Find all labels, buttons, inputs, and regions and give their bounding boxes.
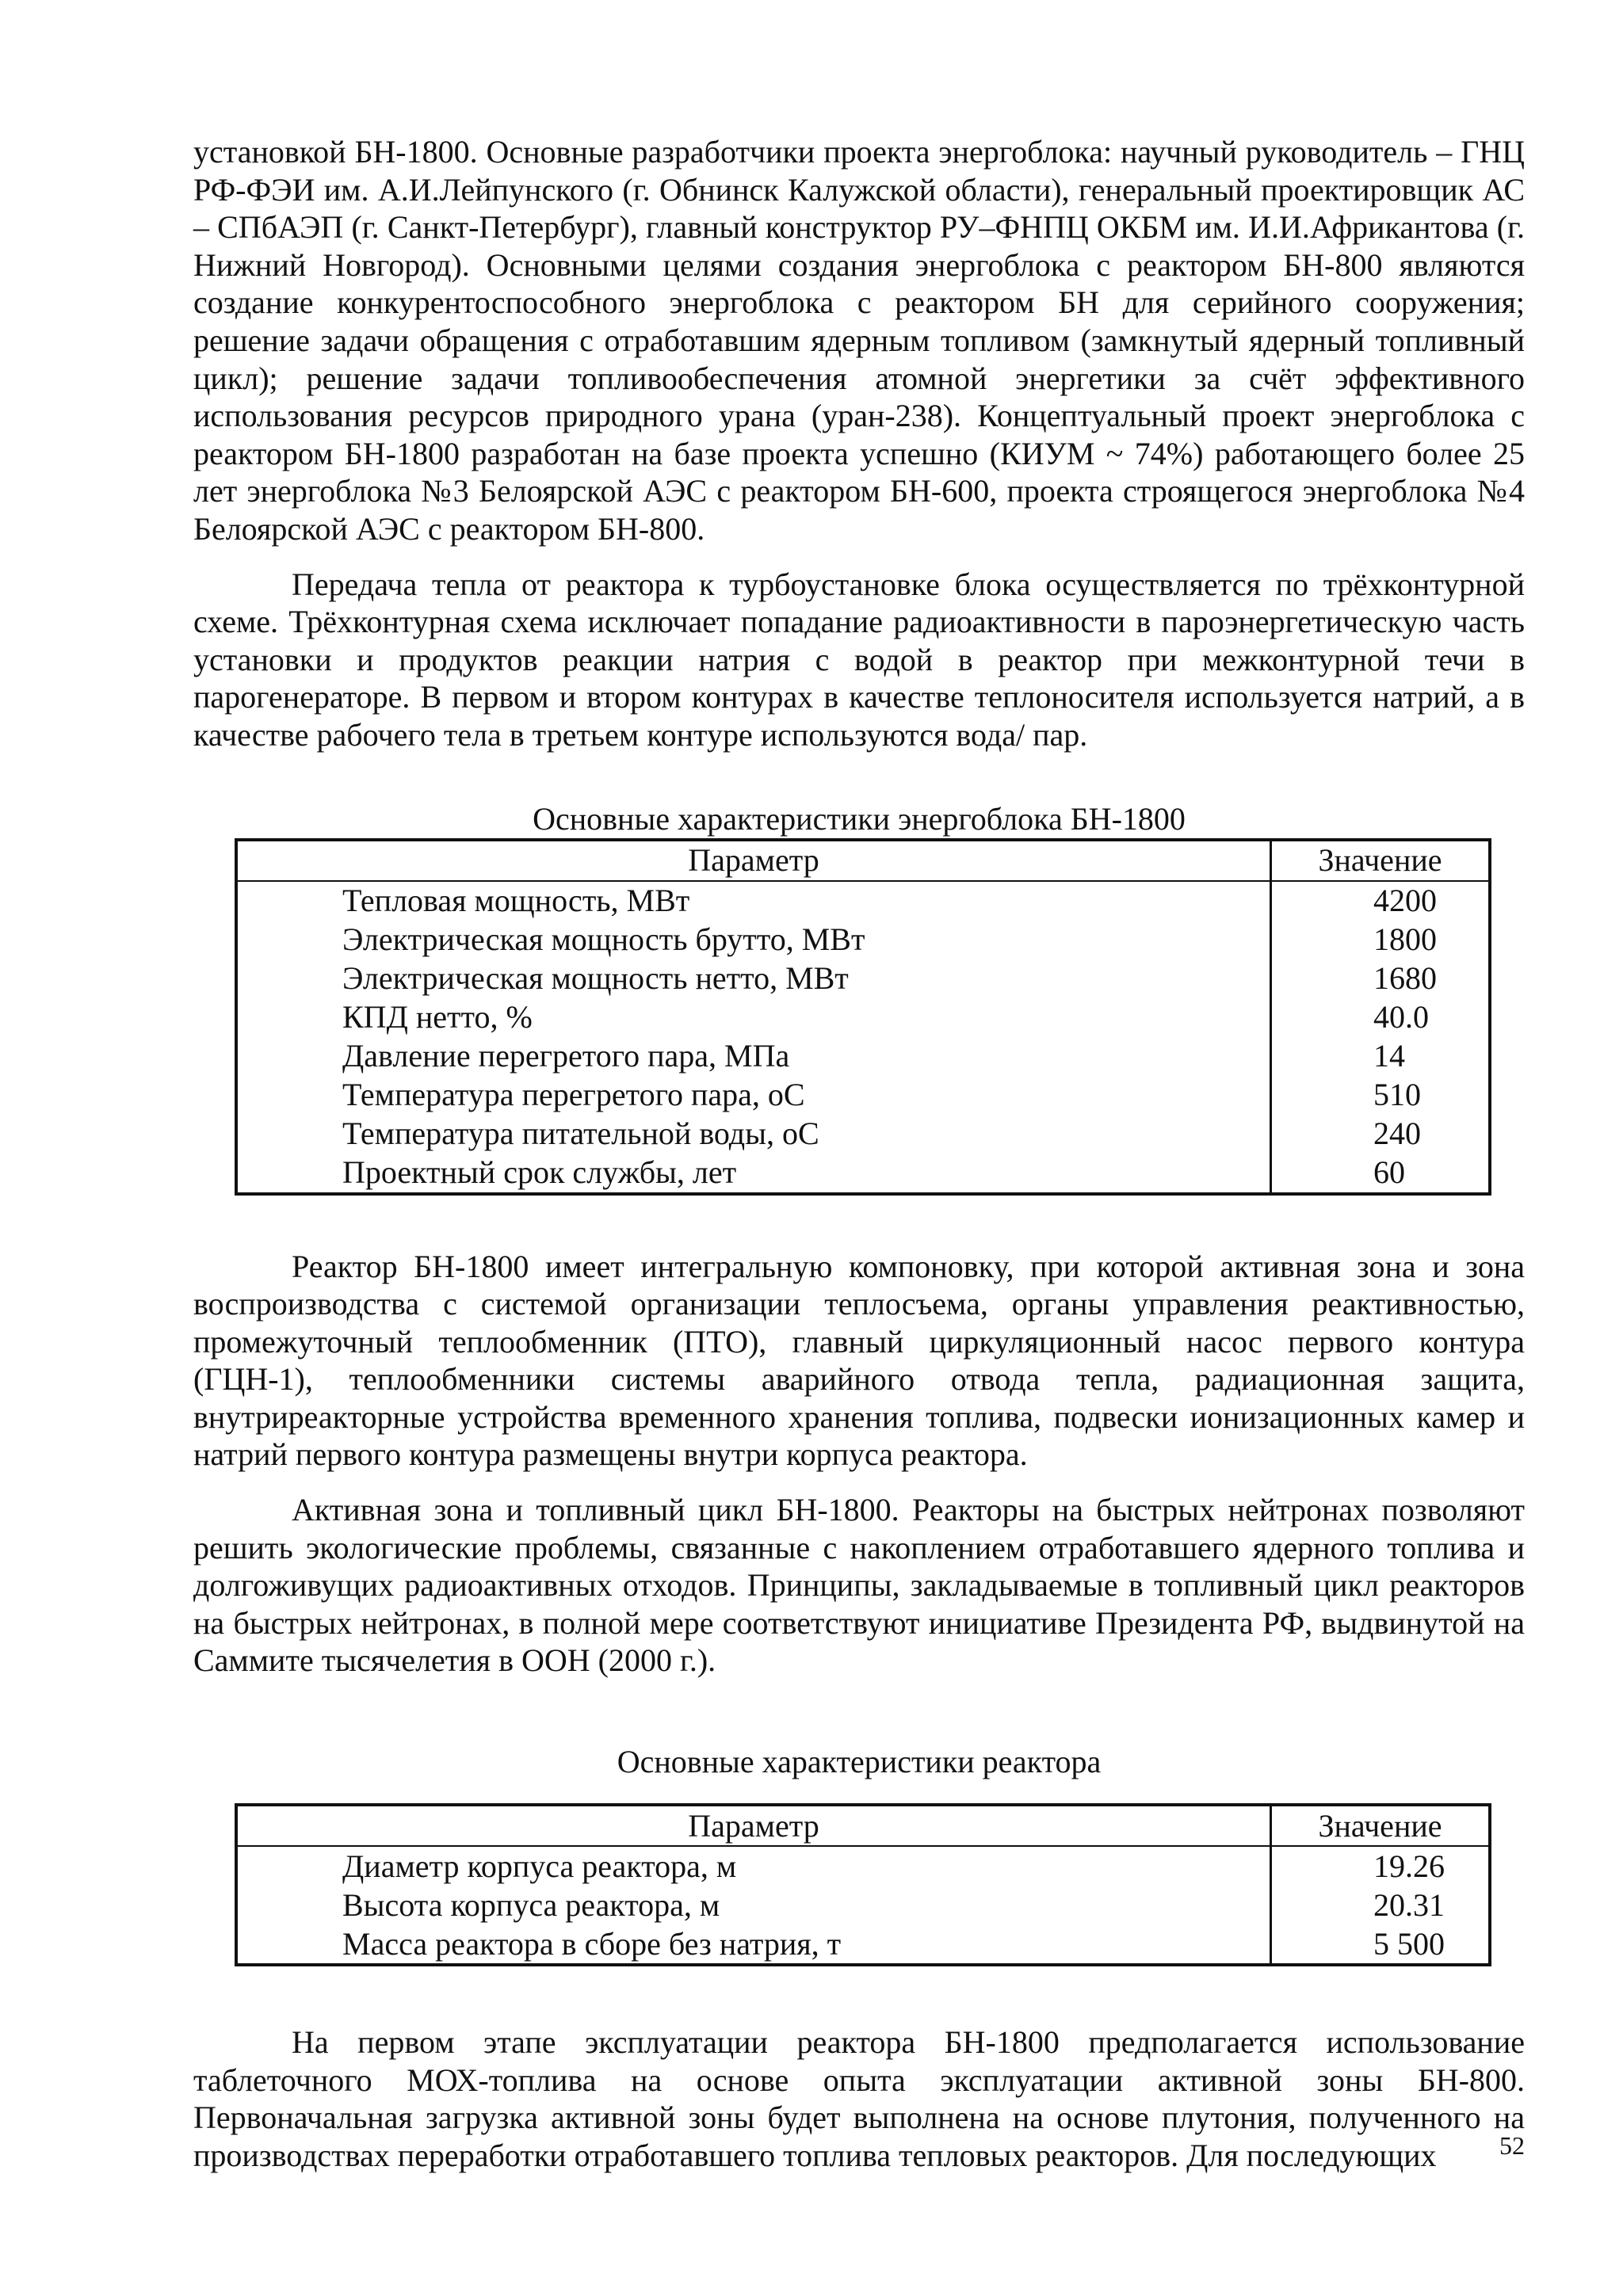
table1-header-param: Параметр: [238, 841, 1271, 881]
table1-caption: Основные характеристики энергоблока БН-1800: [533, 800, 1186, 837]
table2-cell-param: Масса реактора в сборе без натрия, т: [238, 1924, 1271, 1963]
table1-cell-value: 510: [1373, 1077, 1421, 1112]
table1-cell-param: Электрическая мощность брутто, МВт: [238, 921, 1271, 959]
table-row: [238, 1886, 1488, 1924]
table2-cell-value: 5 500: [1373, 1925, 1445, 1962]
table1-cell-value: 4200: [1373, 883, 1437, 918]
table1: [235, 838, 1491, 1196]
table-row: [238, 1076, 1488, 1115]
paragraph-intro: установкой БН-1800. Основные разработчики проекта энергоблока: научный руководитель – ГНЦ РФ-ФЭИ им. А.И.Лейпунского (г. Обнинск Калужской области), генеральный проектировщик АС – СПбАЭП (г. Санкт-Петербург), главный конструктор РУ–ФНПЦ ОКБМ им. И.И.Африкантова (г. Нижний Новгород). Основными целями создания энергоблока с реактором БН-800 являются создание конкурентоспособного энергоблока с реактором БН для серийного сооружения; решение задачи обращения с отработавшим ядерным топливом (замкнутый ядерный топливный цикл); решение задачи топливообеспечения атомной энергетики за счёт эффективного использования ресурсов природного урана (уран-238). Концептуальный проект энергоблока с реактором БН-1800 разработан на базе проекта успешно (КИУМ ~ 74%) работающего более 25 лет энергоблока №3 Белоярской АЭС с реактором БН-600, проекта строящегося энергоблока №4 Белоярской АЭС с реактором БН-800.: [193, 134, 1525, 547]
table1-cell-param: Давление перегретого пара, МПа: [238, 1037, 1271, 1076]
table2-cell-value: 19.26: [1373, 1848, 1445, 1884]
table-row: [238, 959, 1488, 998]
table1-cell-value: 14: [1373, 1038, 1405, 1074]
table-row: [238, 1846, 1488, 1886]
table2-cell-param: Высота корпуса реактора, м: [238, 1886, 1271, 1924]
table1-cell-value: 1680: [1373, 960, 1437, 996]
table1-header-row: [238, 841, 1488, 881]
document-page: [193, 133, 1525, 2174]
table-row: [238, 998, 1488, 1037]
page-number: 52: [1499, 2131, 1525, 2160]
table2-header-row: [238, 1806, 1488, 1846]
table1-cell-param: КПД нетто, %: [238, 998, 1271, 1037]
table1-cell-value: 1800: [1373, 921, 1437, 957]
table1-cell-param: Проектный срок службы, лет: [238, 1154, 1271, 1192]
table2-header-param: Параметр: [238, 1806, 1271, 1846]
table1-cell-param: Температура питательной воды, оС: [238, 1115, 1271, 1154]
table-row: [238, 921, 1488, 959]
table1-cell-param: Тепловая мощность, МВт: [238, 881, 1271, 921]
table1-cell-param: Температура перегретого пара, оС: [238, 1076, 1271, 1115]
table2: [235, 1803, 1491, 1966]
table-row: [238, 1154, 1488, 1192]
table1-header-value: Значение: [1271, 841, 1489, 881]
table2-header-value: Значение: [1271, 1806, 1489, 1846]
paragraph-reactor-layout: Реактор БН-1800 имеет интегральную компоновку, при которой активная зона и зона воспроизводства с системой организации теплосъема, органы управления реактивностью, промежуточный теплообменник (ПТО), главный циркуляционный насос первого контура (ГЦН-1), теплообменники системы аварийного отвода тепла, радиационная защита, внутриреакторные устройства временного хранения топлива, подвески ионизационных камер и натрий первого контура размещены внутри корпуса реактора.: [193, 1248, 1525, 1473]
table-row: [238, 1924, 1488, 1963]
table-row: [238, 1115, 1488, 1154]
table2-cell-value: 20.31: [1373, 1886, 1445, 1923]
table1-cell-value: 60: [1373, 1154, 1405, 1190]
paragraph-mox-fuel: На первом этапе эксплуатации реактора БН-1800 предполагается использование таблеточного МОХ-топлива на основе опыта эксплуатации активной зоны БН-800. Первоначальная загрузка активной зоны будет выполнена на основе плутония, полученного на производствах переработки отработавшего топлива тепловых реакторов. Для последующих: [193, 2024, 1525, 2173]
paragraph-fuel-cycle: Активная зона и топливный цикл БН-1800. Реакторы на быстрых нейтронах позволяют решить экологические проблемы, связанные с накоплением отработавшего ядерного топлива и долгоживущих радиоактивных отходов. Принципы, закладываемые в топливный цикл реакторов на быстрых нейтронах, в полной мере соответствуют инициативе Президента РФ, выдвинутой на Саммите тысячелетия в ООН (2000 г.).: [193, 1492, 1525, 1679]
table2-cell-param: Диаметр корпуса реактора, м: [238, 1846, 1271, 1886]
table1-cell-value: 40.0: [1373, 999, 1429, 1035]
table1-cell-value: 240: [1373, 1116, 1421, 1151]
table2-caption: Основные характеристики реактора: [617, 1744, 1102, 1780]
table-row: [238, 881, 1488, 921]
table1-cell-param: Электрическая мощность нетто, МВт: [238, 959, 1271, 998]
table-row: [238, 1037, 1488, 1076]
paragraph-heat-transfer: Передача тепла от реактора к турбоустановке блока осуществляется по трёхконтурной схеме. Трёхконтурная схема исключает попадание радиоактивности в пароэнергетическую часть установки и продуктов реакции натрия с водой в реактор при межконтурной течи в парогенераторе. В первом и втором контурах в качестве теплоносителя используется натрий, а в качестве рабочего тела в третьем контуре используются вода/ пар.: [193, 566, 1525, 753]
